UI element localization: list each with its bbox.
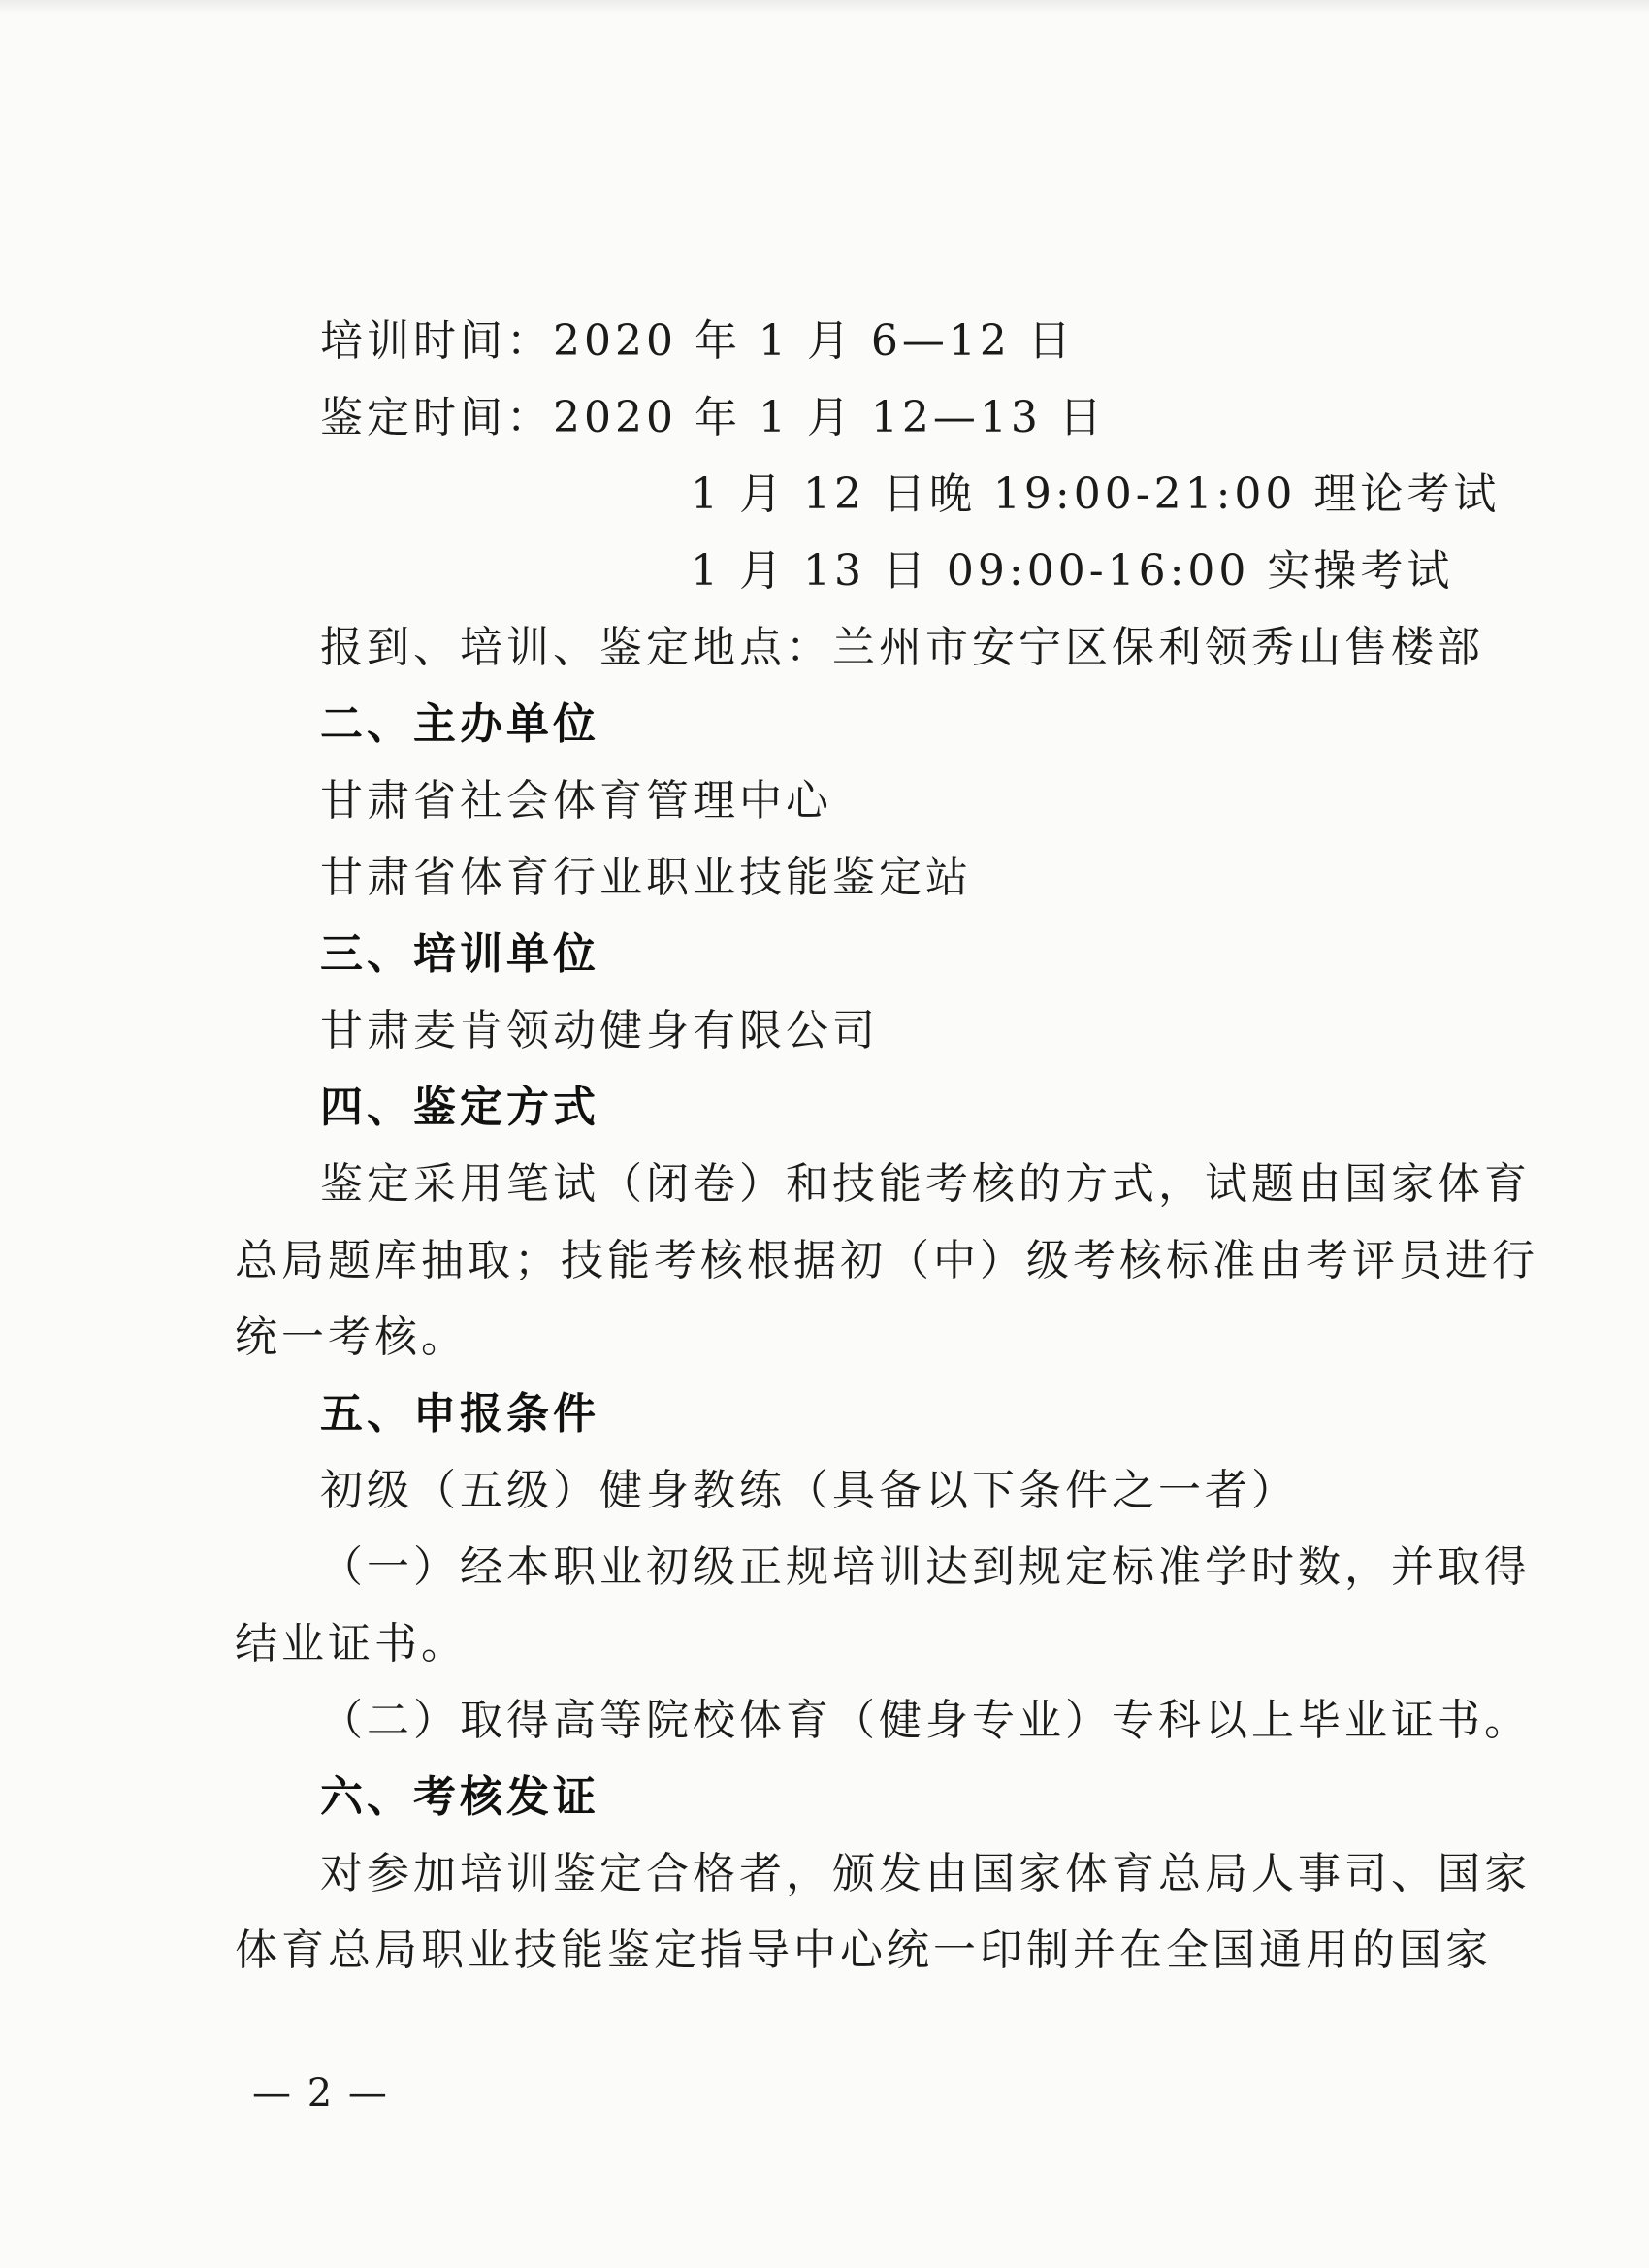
certificate-line-2: 体育总局职业技能鉴定指导中心统一印制并在全国通用的国家 — [235, 1926, 1492, 1975]
sponsor-line-2: 甘肃省体育行业职业技能鉴定站 — [320, 853, 972, 902]
method-line-2: 总局题库抽取；技能考核根据初（中）级考核标准由考评员进行 — [235, 1236, 1538, 1285]
method-line-1: 鉴定采用笔试（闭卷）和技能考核的方式，试题由国家体育 — [320, 1159, 1531, 1209]
section-heading-certificate: 六、考核发证 — [320, 1772, 599, 1822]
section-heading-sponsor: 二、主办单位 — [320, 699, 599, 749]
trainer-line: 甘肃麦肯领动健身有限公司 — [320, 1006, 879, 1055]
theory-exam-schedule: 1 月 12 日晚 19:00-21:00 理论考试 — [691, 470, 1501, 519]
scan-top-edge — [0, 0, 1649, 14]
conditions-intro: 初级（五级）健身教练（具备以下条件之一者） — [320, 1466, 1298, 1515]
page-number: — 2 — — [252, 2071, 389, 2116]
section-heading-trainer: 三、培训单位 — [320, 929, 599, 979]
condition-1-line-1: （一）经本职业初级正规培训达到规定标准学时数，并取得 — [320, 1542, 1531, 1592]
location-line: 报到、培训、鉴定地点：兰州市安宁区保利领秀山售楼部 — [320, 623, 1484, 672]
section-heading-conditions: 五、申报条件 — [320, 1389, 599, 1439]
certificate-line-1: 对参加培训鉴定合格者，颁发由国家体育总局人事司、国家 — [320, 1849, 1531, 1898]
appraisal-time-line: 鉴定时间：2020 年 1 月 12—13 日 — [320, 393, 1106, 442]
section-heading-method: 四、鉴定方式 — [320, 1083, 599, 1132]
training-time-line: 培训时间：2020 年 1 月 6—12 日 — [320, 316, 1075, 366]
condition-1-line-2: 结业证书。 — [235, 1619, 468, 1669]
condition-2-line: （二）取得高等院校体育（健身专业）专科以上毕业证书。 — [320, 1696, 1531, 1745]
method-line-3: 统一考核。 — [235, 1312, 468, 1362]
sponsor-line-1: 甘肃省社会体育管理中心 — [320, 776, 832, 826]
practical-exam-schedule: 1 月 13 日 09:00-16:00 实操考试 — [691, 546, 1454, 596]
